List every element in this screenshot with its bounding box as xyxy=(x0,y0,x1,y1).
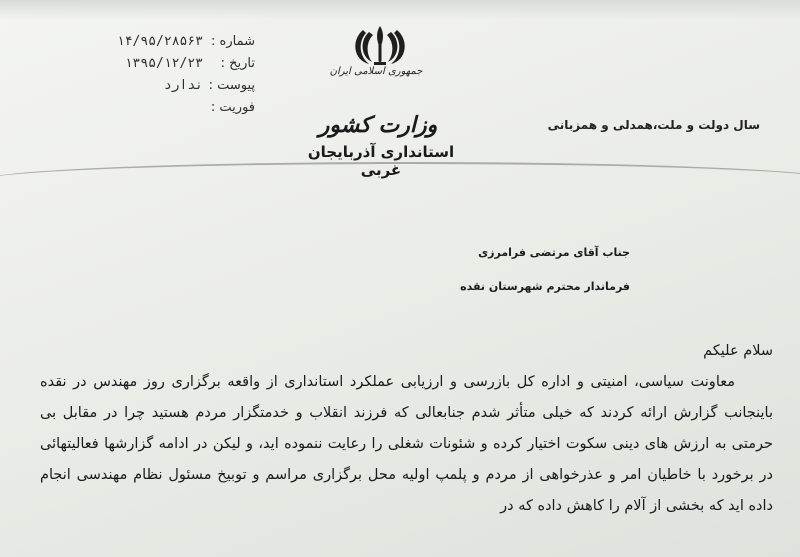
meta-row-number xyxy=(85,31,255,53)
body-paragraph: معاونت سیاسی، امنیتی و اداره کل بازرسی و ارزیابی عملکرد استانداری از واقعه برگزاری روز مهندس در نقده باینجانب گزارش ارائه کردند که خیلی متأثر شدم جنابعالی که فرزند انقلاب و خدمتگزار مردم هستید چرا در مقابل بی حرمتی به ارزش های دینی سکوت اختیار کرده و شئونات شغلی را رعایت ننموده اید، و لیکن در ادامه گزارشها فعالیتهائی در برخورد با خاطیان امر و عذرخواهی از مردم و پلمپ اولیه محل برگزاری مراسم و توبیخ مسئول نظام مهندسی انجام داده اید که بخشی از آلام را کاهش داده که در xyxy=(40,374,773,514)
meta-label-number: شماره : xyxy=(211,34,255,49)
letter-meta xyxy=(85,31,255,119)
meta-row-attachment xyxy=(85,75,255,97)
recipient-title: فرماندار محترم شهرستان نقده xyxy=(460,280,630,293)
recipient-name: جناب آقای مرتضی فرامرزی xyxy=(478,246,630,259)
greeting: سلام علیکم xyxy=(703,343,773,359)
page-shadow xyxy=(0,0,800,20)
meta-value-number: ۱۴/۹۵/۲۸۵۶۳ xyxy=(116,34,203,49)
meta-value-attachment: ندارد xyxy=(163,78,203,93)
year-slogan: سال دولت و ملت،همدلی و همزبانی xyxy=(547,118,760,132)
paper-fold xyxy=(0,162,800,200)
meta-label-date: تاریخ : xyxy=(220,56,255,71)
ministry-title: وزارت کشور xyxy=(318,112,438,138)
meta-row-date xyxy=(85,53,255,75)
meta-row-urgency xyxy=(85,97,255,119)
meta-value-urgency xyxy=(85,97,203,119)
letter-body xyxy=(40,336,773,522)
meta-value-date: ۱۳۹۵/۱۲/۲۳ xyxy=(124,56,203,71)
recipient-block xyxy=(230,236,630,304)
meta-label-attachment: پیوست : xyxy=(208,78,255,93)
governorate-title: استانداری آذربایجان غربی xyxy=(307,143,455,179)
meta-label-urgency: فوریت : xyxy=(210,100,255,115)
emblem-caption: جمهوری اسلامی ایران xyxy=(329,66,423,77)
